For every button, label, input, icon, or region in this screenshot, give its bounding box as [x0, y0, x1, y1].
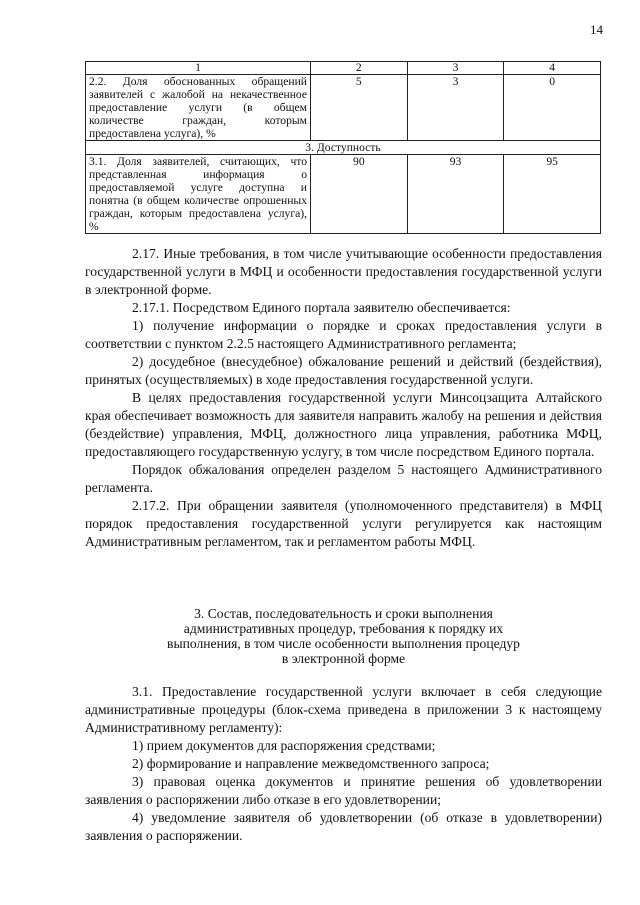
- paragraph: 4) уведомление заявителя об удовлетворении (об отказе в удовлетворении) заявления о распоряжении.: [85, 810, 602, 843]
- page-number: 14: [590, 22, 603, 37]
- paragraph: 3.1. Предоставление государственной услуги включает в себя следующие административные процедуры (блок-схема приведена в приложении 3 к настоящему Административному регламенту):: [85, 684, 602, 735]
- section-heading: [85, 606, 602, 666]
- paragraph: 2.17. Иные требования, в том числе учитывающие особенности предоставления государственной услуги в МФЦ и особенности предоставления государственной услуги в электронной форме.: [85, 246, 602, 297]
- paragraph: 2) досудебное (внесудебное) обжалование решений и действий (бездействия), принятых (осуществляемых) в ходе предоставления государственной услуги.: [85, 354, 602, 387]
- value-cell: 90: [311, 155, 408, 234]
- paragraph: Порядок обжалования определен разделом 5 настоящего Административного регламента.: [85, 462, 602, 495]
- paragraph: 1) прием документов для распоряжения средствами;: [132, 738, 436, 753]
- heading-line: 3. Состав, последовательность и сроки выполнения: [194, 606, 493, 621]
- paragraph: 2.17.1. Посредством Единого портала заявителю обеспечивается:: [132, 300, 511, 315]
- heading-line: административных процедур, требования к порядку их: [183, 621, 504, 636]
- value-cell: 95: [504, 155, 601, 234]
- indicator-cell: 2.2. Доля обоснованных обращений заявителей с жалобой на некачественное предоставление услуги (в общем количестве граждан, которым предоставлена услуга), %: [86, 75, 311, 141]
- section-title-cell: 3. Доступность: [86, 141, 601, 155]
- table-row: [86, 155, 601, 234]
- heading-line: в электронной форме: [281, 651, 406, 666]
- table-header-row: [86, 62, 601, 75]
- value-cell: 93: [407, 155, 504, 234]
- table-header-cell: 3: [407, 62, 504, 75]
- table-header-cell: 4: [504, 62, 601, 75]
- table-row: [86, 75, 601, 141]
- paragraph: 2.17.2. При обращении заявителя (уполномоченного представителя) в МФЦ порядок предоставления государственной услуги регулируется как настоящим Административным регламентом, так и регламентом работы МФЦ.: [85, 498, 602, 549]
- table-header-cell: 1: [86, 62, 311, 75]
- paragraph: В целях предоставления государственной услуги Минсоцзащита Алтайского края обеспечивает возможность для заявителя направить жалобу на решения и действия (бездействие) управления, МФЦ, должностного лица управления, работника МФЦ, предоставляющего государственную услугу, в том числе посредством Единого портала.: [85, 390, 602, 459]
- indicators-table: [85, 61, 601, 234]
- paragraph: 3) правовая оценка документов и принятие решения об удовлетворении заявления о распоряжении либо отказе в его удовлетворении;: [85, 774, 602, 807]
- paragraph: 1) получение информации о порядке и сроках предоставления услуги в соответствии с пунктом 2.2.5 настоящего Административного регламента;: [85, 318, 602, 351]
- heading-line: выполнения, в том числе особенности выполнения процедур: [167, 636, 520, 651]
- text-block-requirements: [85, 245, 602, 551]
- table-section-row: [86, 141, 601, 155]
- value-cell: 5: [311, 75, 408, 141]
- indicator-cell: 3.1. Доля заявителей, считающих, что представленная информация о предоставляемой услуге доступна и понятна (в общем количестве опрошенных граждан, которым предоставлена услуга), %: [86, 155, 311, 234]
- table-header-cell: 2: [311, 62, 408, 75]
- text-block-procedures: [85, 683, 602, 845]
- value-cell: 0: [504, 75, 601, 141]
- paragraph: 2) формирование и направление межведомственного запроса;: [132, 756, 490, 771]
- value-cell: 3: [407, 75, 504, 141]
